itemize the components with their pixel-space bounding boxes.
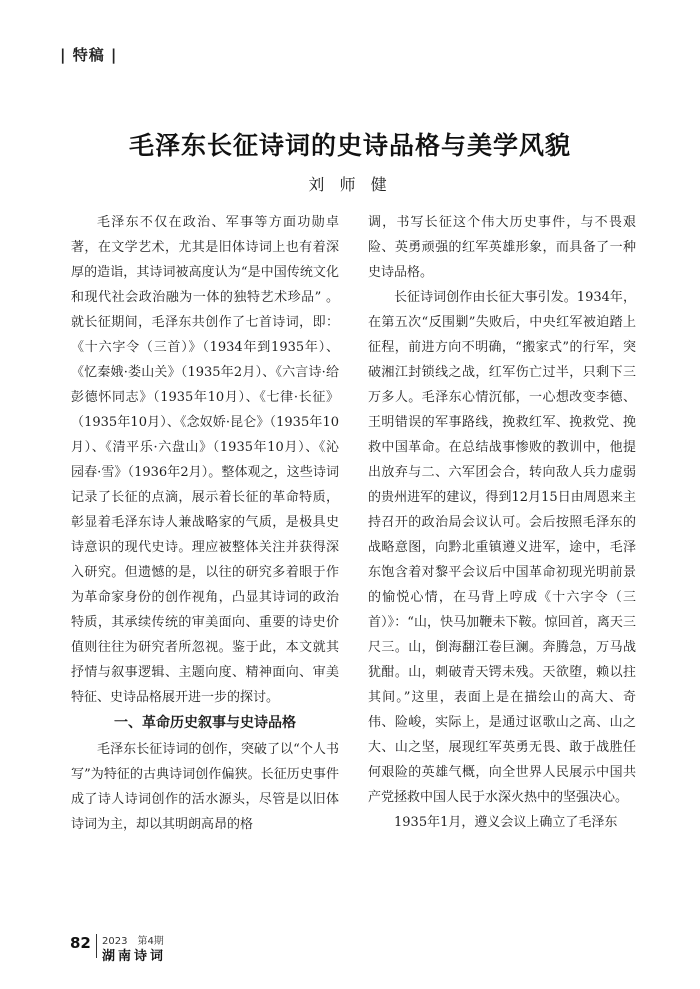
intro-paragraph: 毛泽东不仅在政治、军事等方面功勋卓著，在文学艺术，尤其是旧体诗词上也有着深厚的造诣，其诗词被高度认为“是中国传统文化和现代社会政治融为一体的独特艺术珍品” 。就长征期间，毛泽东共创作了七首诗词，即：《十六字令（三首）》（1934年到1935年）、《忆秦娥·娄山关》（1935年2月）、《六言诗·给彭德怀同志》（1935年10月）、《七律·长征》（1935年10月）、《念奴娇·昆仑》（1935年10月）、《清平乐·六盘山》（1935年10月）、《沁园春·雪》（1936年2月）。整体观之，这些诗词记录了长征的点滴，展示着长征的革命特质，彰显着毛泽东诗人兼战略家的气质，是极具史诗意识的现代史诗。理应被整体关注并获得深入研究。但遗憾的是，以往的研究多着眼于作为革命家身份的创作视角，凸显其诗词的政治特质，其承续传统的审美面向、重要的诗史价值则往往为研究者所忽视。鉴于此，本文就其抒情与叙事逻辑、主题向度、精神面向、审美特征、史诗品格展开进一步的探讨。	[71, 215, 339, 705]
left-column	[71, 210, 339, 837]
section-tag: | 特稿 |	[60, 46, 118, 64]
closing-paragraph: 1935年1月，遵义会议上确立了毛泽东	[394, 815, 618, 830]
page-number: 82	[70, 934, 91, 952]
article-author: 刘 师 健	[308, 175, 392, 194]
journal-name: 湖南诗词	[102, 949, 167, 964]
section-heading: 一、革命历史叙事与史诗品格	[114, 715, 296, 731]
continued-paragraph: 调，书写长征这个伟大历史事件，与不畏艰险、英勇顽强的红军英雄形象，而具备了一种史诗品格。	[368, 215, 636, 280]
footer-divider	[96, 934, 97, 958]
section-paragraph: 毛泽东长征诗词的创作，突破了以“个人书写”为特征的古典诗词创作偏狭。长征历史事件成了诗人诗词创作的活水源头，尽管是以旧体诗词为主，却以其明朗高昂的格	[71, 742, 339, 832]
right-column	[368, 210, 636, 835]
history-paragraph: 长征诗词创作由长征大事引发。1934年，在第五次“反围剿”失败后，中央红军被迫踏上征程，前进方向不明确，“搬家式”的行军，突破湘江封锁线之战，红军伤亡过半，只剩下三万多人。毛泽东心情沉郁，一心想改变李德、王明错误的军事路线，挽救红军、挽救党、挽救中国革命。在总结战事惨败的教训中，他提出放弃与二、六军团会合，转向敌人兵力虚弱的贵州进军的建议，得到12月15日由周恩来主持召开的政治局会议认可。会后按照毛泽东的战略意图，向黔北重镇遵义进军，途中，毛泽东饱含着对黎平会议后中国革命初现光明前景的愉悦心情，在马背上哼成《十六字令（三首）》：“山，快马加鞭未下鞍。惊回首，离天三尺三。山，倒海翻江卷巨澜。奔腾急，万马战犹酣。山，刺破青天锷未残。天欲堕，赖以拄其间。”这里，表面上是在描绘山的高大、奇伟、险峻，实际上，是通过讴歌山之高、山之大、山之坚，展现红军英勇无畏、敢于战胜任何艰险的英雄气概，向全世界人民展示中国共产党拯救中国人民于水深火热中的坚强决心。	[368, 290, 636, 805]
issue-label: 2023 第4期	[102, 936, 164, 947]
article-title: 毛泽东长征诗词的史诗品格与美学风貌	[128, 131, 571, 160]
